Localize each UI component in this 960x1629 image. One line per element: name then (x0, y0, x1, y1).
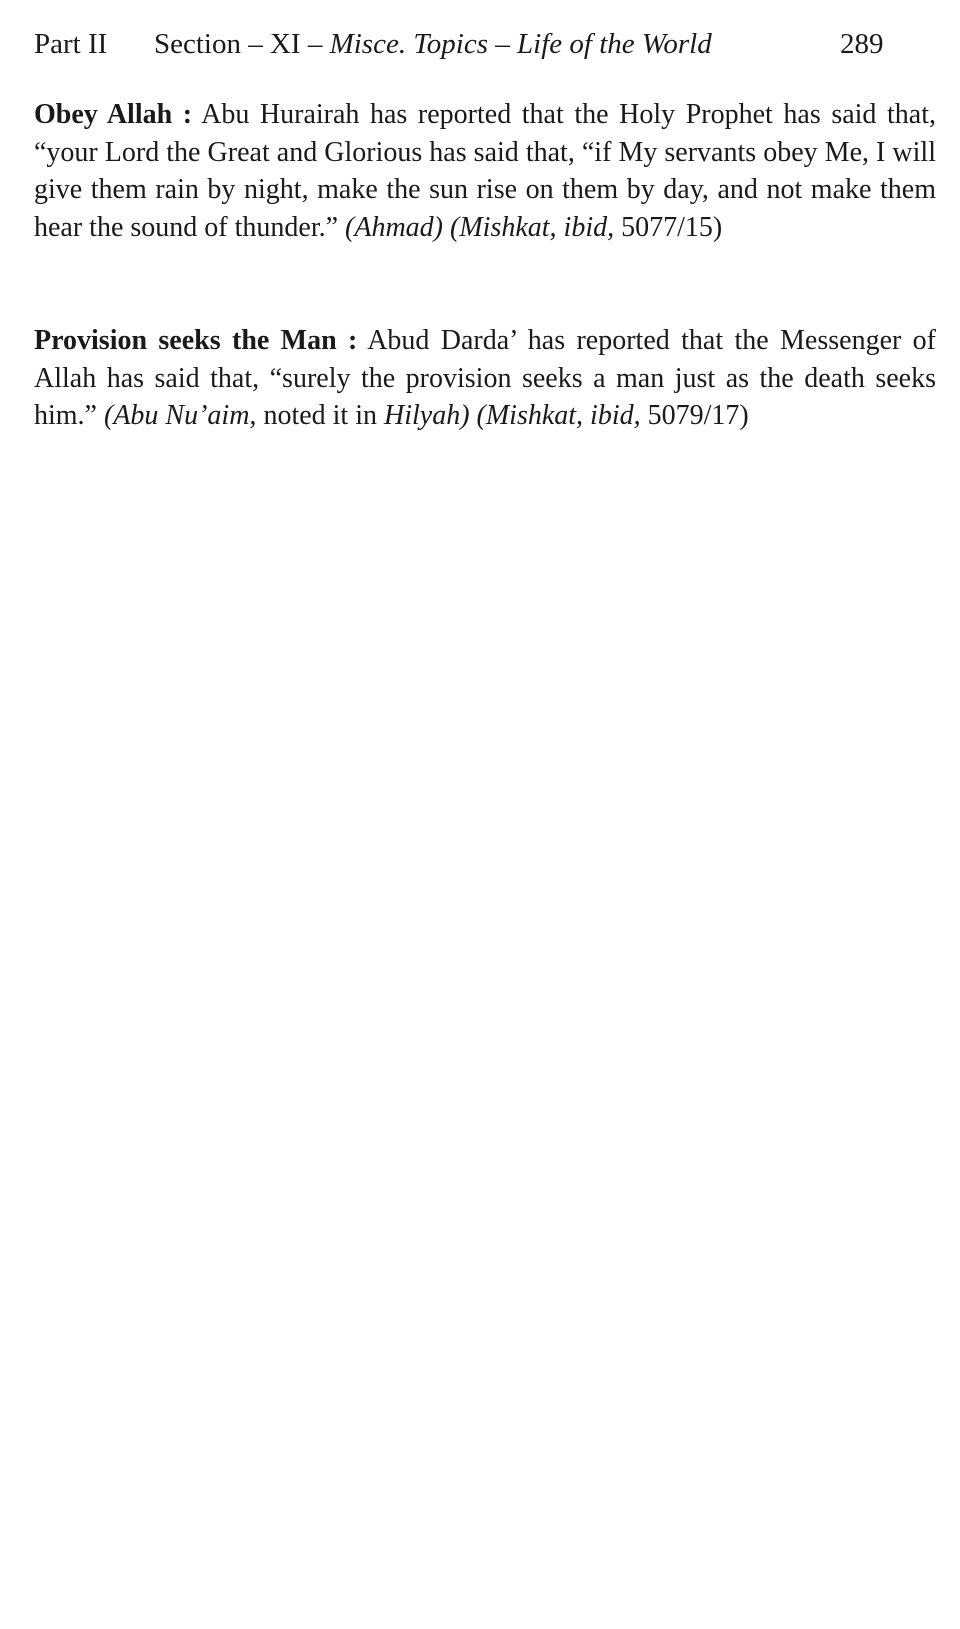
reference-number: 5079/17) (640, 400, 749, 431)
paragraph-heading: Provision seeks the Man : (34, 325, 358, 356)
paragraph-obey-allah (34, 96, 936, 246)
reference-mishkat: (Mishkat, ibid, (476, 400, 641, 431)
page-number: 289 (840, 28, 884, 60)
reference-mishkat: (Mishkat, ibid, (450, 211, 615, 243)
header-part: Part II (34, 28, 108, 60)
reference-hilyah: Hilyah) (383, 400, 470, 431)
reference-note: noted it in (256, 400, 384, 431)
reference-gap (470, 400, 477, 431)
paragraph-heading: Obey Allah : (34, 99, 193, 130)
paragraph-provision (34, 322, 936, 435)
header-section-prefix: Section – XI – (154, 28, 330, 60)
reference-gap (443, 212, 450, 243)
header-section-topic: Misce. Topics – Life of the World (329, 28, 712, 60)
header-section (154, 22, 712, 66)
running-header (34, 22, 894, 66)
paragraph-text: Abud Darda’ has reported that the Messenger of Allah has said that, “surely the provision seeks a man just as the death seeks him.” (34, 325, 937, 431)
reference-number: 5077/15) (614, 211, 723, 243)
reference-source: (Abu Nu’aim, (104, 400, 257, 431)
paragraph-text: Abu Hurairah has reported that the Holy Prophet has said that, “your Lord the Great and Glorious has said that, “if My servants obey Me, I will give them rain by night, make the sun rise on them by day, and not make them hear the sound of thunder.” (34, 99, 936, 243)
reference-source: (Ahmad) (345, 211, 444, 243)
